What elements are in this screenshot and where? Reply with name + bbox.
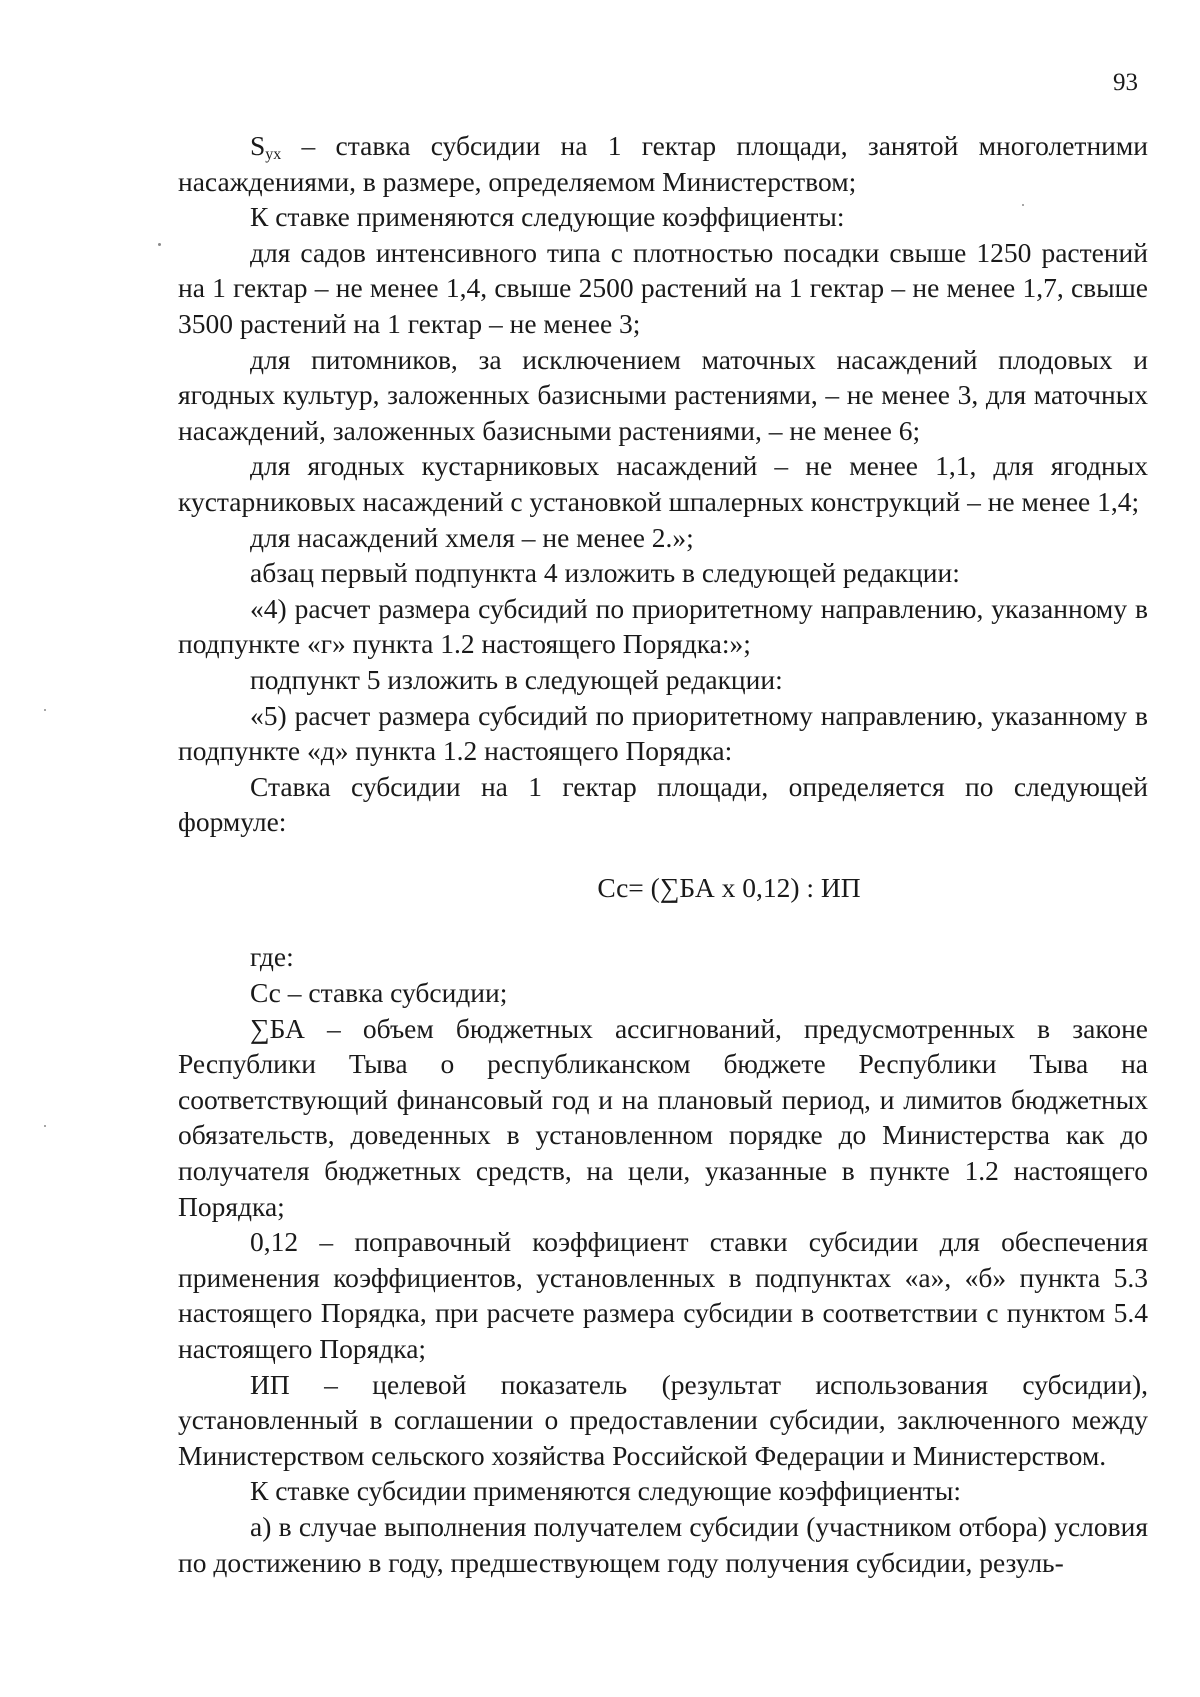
document-body <box>178 128 1148 1580</box>
paragraph-nurseries: для питомников, за исключением маточных насаждений плодовых и ягодных культур, заложенных базисными растениями, – не менее 3, для маточных насаждений, заложенных базисными растениями, – не менее 6; <box>178 343 1148 446</box>
paragraph-subclause-5-text: «5) расчет размера субсидий по приоритетному направлению, указанному в подпункте «д» пункта 1.2 настоящего Порядка: <box>178 699 1148 767</box>
paragraph-subclause-4-text: «4) расчет размера субсидий по приоритетному направлению, указанному в подпункте «г» пункта 1.2 настоящего Порядка:»; <box>178 592 1148 660</box>
syx-symbol: S <box>250 130 266 161</box>
paragraph-syx-definition <box>178 128 1148 199</box>
paragraph-condition-a: а) в случае выполнения получателем субсидии (участником отбора) условия по достижению в году, предшествующем году получения субсидии, резуль- <box>178 1510 1148 1578</box>
paragraph-amend-subclause-5: подпункт 5 изложить в следующей редакции: <box>250 663 783 695</box>
paragraph-cc-definition: Сс – ставка субсидии; <box>250 977 508 1009</box>
scan-speck <box>44 709 46 711</box>
scan-speck <box>1022 204 1024 206</box>
paragraph-hops: для насаждений хмеля – не менее 2.»; <box>250 521 694 553</box>
paragraph-correction-coefficient: 0,12 – поправочный коэффициент ставки субсидии для обеспечения применения коэффициентов, установленных в подпунктах «а», «б» пункта 5.3 настоящего Порядка, при расчете размера субсидии в соответствии с пунктом 5.4 настоящего Порядка; <box>178 1226 1148 1364</box>
paragraph-amend-subclause-4: абзац первый подпункта 4 изложить в следующей редакции: <box>250 557 960 589</box>
paragraph-intensive-gardens: для садов интенсивного типа с плотностью посадки свыше 1250 растений на 1 гектар – не менее 1,4, свыше 2500 растений на 1 гектар – не менее 1,7, свыше 3500 растений на 1 гектар – не менее 3; <box>178 236 1148 339</box>
scan-speck <box>44 1125 46 1127</box>
syx-subscript: ух <box>265 146 282 163</box>
paragraph-formula-intro: Ставка субсидии на 1 гектар площади, определяется по следующей формуле: <box>178 770 1148 838</box>
paragraph-where: где: <box>250 941 294 973</box>
scan-speck <box>158 243 161 246</box>
page-number: 93 <box>1113 69 1138 96</box>
syx-definition-text: – ставка субсидии на 1 гектар площади, занятой многолетними насаждениями, в размере, определяемом Министерством; <box>178 130 1148 197</box>
paragraph-berry-shrubs: для ягодных кустарниковых насаждений – не менее 1,1, для ягодных кустарниковых насаждений с установкой шпалерных конструкций – не менее 1,4; <box>178 450 1148 517</box>
paragraph-rate-coefficients-intro: К ставке субсидии применяются следующие коэффициенты: <box>250 1475 961 1507</box>
paragraph-sum-ba-definition: ∑БА – объем бюджетных ассигнований, предусмотренных в законе Республики Тыва о республиканском бюджете Республики Тыва на соответствующий финансовый год и на плановый период, и лимитов бюджетных обязательств, доведенных в установленном порядке до Министерства как до получателя бюджетных средств, на цели, указанные в пункте 1.2 настоящего Порядка; <box>178 1012 1148 1222</box>
paragraph-coefficients-intro: К ставке применяются следующие коэффициенты: <box>250 201 845 233</box>
formula: Сс= (∑БА х 0,12) : ИП <box>597 871 861 903</box>
paragraph-ip-definition: ИП – целевой показатель (результат использования субсидии), установленный в соглашении о предоставлении субсидии, заключенного между Министерством сельского хозяйства Российской Федерации и Министерством. <box>178 1368 1148 1471</box>
